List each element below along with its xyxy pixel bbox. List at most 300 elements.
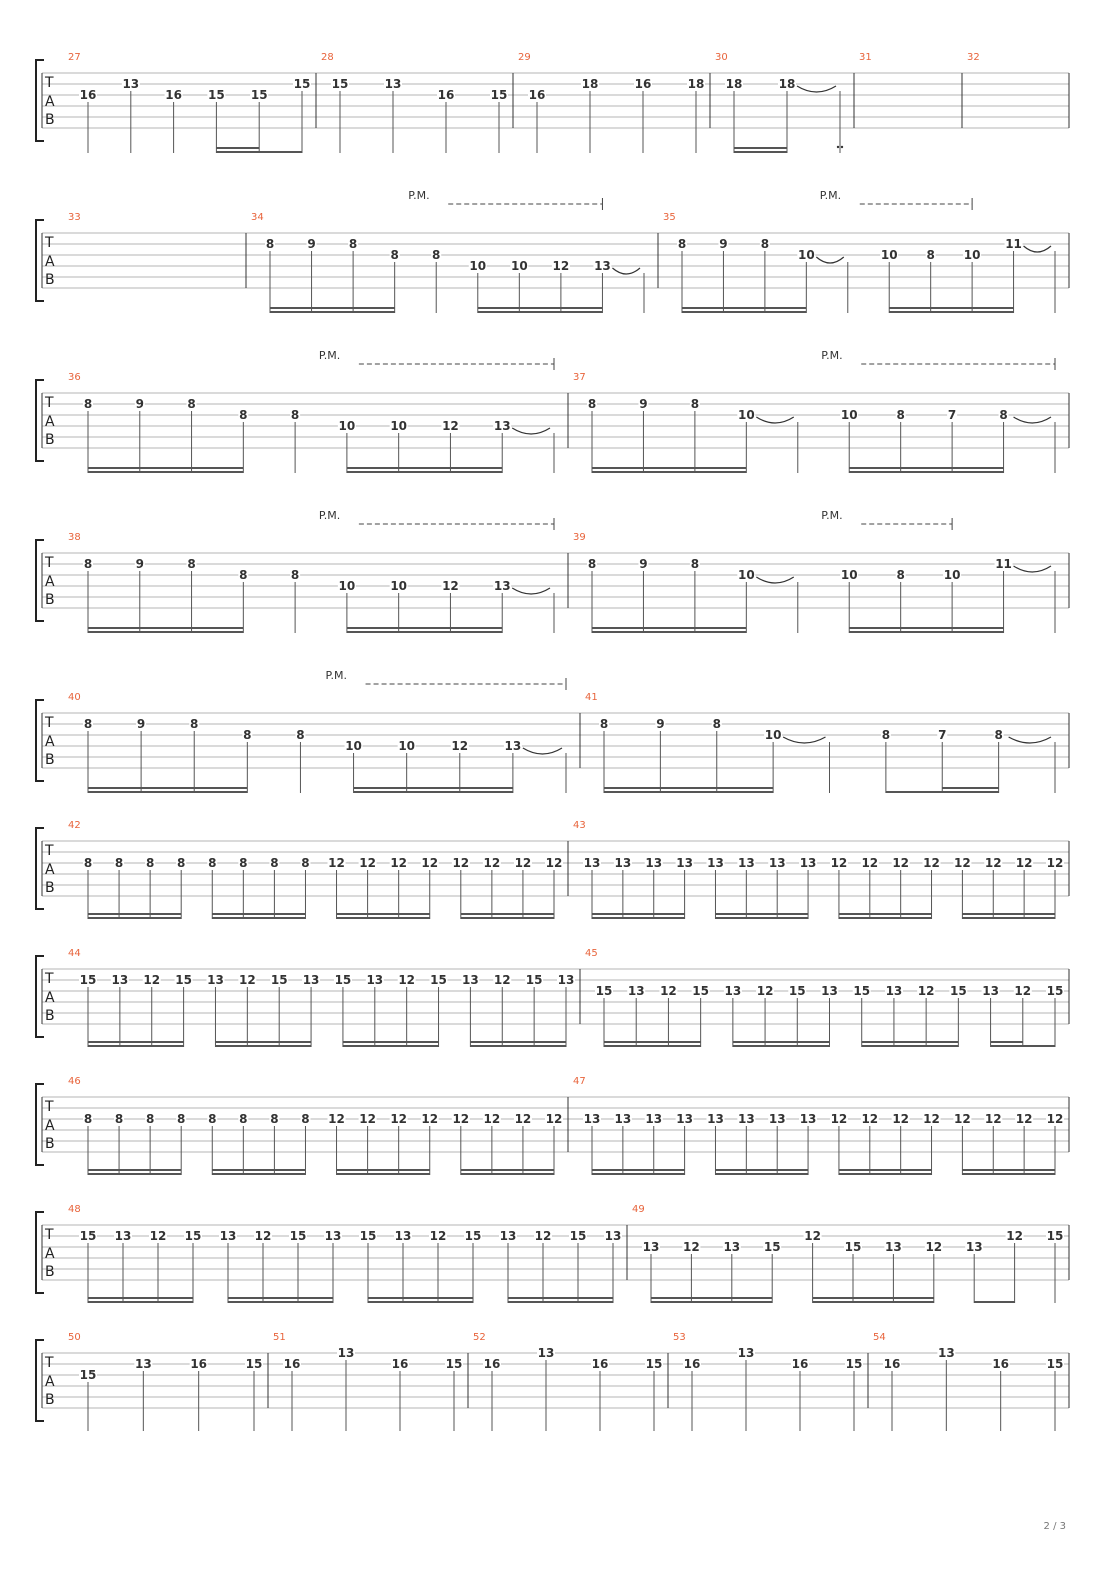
beam bbox=[849, 467, 1003, 469]
fret-number: 12 bbox=[1015, 856, 1033, 870]
beam bbox=[88, 1045, 184, 1047]
fret-number: 11 bbox=[995, 557, 1012, 571]
fret-number: 15 bbox=[464, 1229, 482, 1243]
fret-number: 15 bbox=[334, 973, 352, 987]
fret-number: 8 bbox=[83, 717, 93, 731]
fret-number: 12 bbox=[1006, 1229, 1023, 1243]
bar-number: 49 bbox=[632, 1204, 645, 1215]
fret-number: 8 bbox=[187, 397, 196, 411]
system-bracket bbox=[36, 1084, 44, 1165]
fret-number: 12 bbox=[493, 973, 511, 987]
tab-clef-b: B bbox=[45, 112, 55, 128]
fret-number: 8 bbox=[881, 728, 891, 742]
fret-number: 9 bbox=[639, 397, 648, 411]
fret-number: 13 bbox=[885, 1240, 902, 1254]
fret-number: 13 bbox=[676, 856, 693, 870]
fret-number: 8 bbox=[760, 237, 770, 251]
beam bbox=[839, 913, 932, 915]
fret-number: 15 bbox=[1046, 984, 1064, 998]
fret-number: 9 bbox=[639, 557, 648, 571]
rhythm-dot bbox=[837, 146, 839, 148]
fret-number: 13 bbox=[768, 1112, 786, 1126]
fret-number: 8 bbox=[896, 568, 905, 582]
bar-number: 52 bbox=[473, 1332, 486, 1343]
tie-arc bbox=[523, 748, 562, 754]
beam bbox=[461, 1173, 554, 1175]
beam bbox=[347, 627, 502, 629]
tab-clef-t: T bbox=[45, 1099, 54, 1115]
fret-number: 8 bbox=[83, 1112, 93, 1126]
fret-number: 15 bbox=[950, 984, 967, 998]
fret-number: 8 bbox=[390, 248, 399, 262]
fret-number: 9 bbox=[656, 717, 665, 731]
beam bbox=[212, 917, 305, 919]
fret-number: 10 bbox=[338, 579, 356, 593]
beam bbox=[592, 913, 685, 915]
beam bbox=[715, 913, 808, 915]
tab-clef-a: A bbox=[45, 734, 55, 750]
fret-number: 15 bbox=[645, 1357, 663, 1371]
beam bbox=[813, 1297, 934, 1299]
fret-number: 13 bbox=[724, 984, 742, 998]
fret-number: 12 bbox=[1015, 1112, 1033, 1126]
fret-number: 13 bbox=[557, 973, 575, 987]
beam bbox=[839, 917, 932, 919]
fret-number: 16 bbox=[483, 1357, 501, 1371]
fret-number: 15 bbox=[208, 88, 225, 102]
fret-number: 15 bbox=[525, 973, 543, 987]
fret-number: 12 bbox=[830, 1112, 848, 1126]
fret-number: 8 bbox=[177, 856, 186, 870]
fret-number: 13 bbox=[504, 739, 522, 753]
bar-number: 32 bbox=[967, 52, 980, 63]
beam bbox=[733, 1041, 830, 1043]
fret-number: 12 bbox=[545, 1112, 563, 1126]
fret-number: 10 bbox=[737, 408, 755, 422]
fret-number: 16 bbox=[391, 1357, 409, 1371]
fret-number: 10 bbox=[338, 419, 356, 433]
beam bbox=[88, 1173, 181, 1175]
beam bbox=[270, 307, 395, 309]
fret-number: 13 bbox=[493, 419, 511, 433]
tab-clef-b: B bbox=[45, 1264, 55, 1280]
fret-number: 13 bbox=[799, 856, 817, 870]
fret-number: 12 bbox=[1014, 984, 1032, 998]
palm-mute-label: P.M. bbox=[318, 349, 341, 362]
beam bbox=[228, 1301, 333, 1303]
palm-mute-label: P.M. bbox=[819, 189, 842, 202]
fret-number: 12 bbox=[514, 1112, 532, 1126]
fret-number: 13 bbox=[614, 856, 632, 870]
beam bbox=[88, 1169, 181, 1171]
beam bbox=[216, 147, 259, 149]
fret-number: 8 bbox=[301, 856, 310, 870]
beam bbox=[337, 913, 430, 915]
bar-number: 28 bbox=[321, 52, 334, 63]
fret-number: 8 bbox=[690, 557, 700, 571]
bar-number: 40 bbox=[68, 692, 81, 703]
fret-number: 12 bbox=[545, 856, 563, 870]
fret-number: 12 bbox=[830, 856, 848, 870]
fret-number: 8 bbox=[270, 856, 279, 870]
beam bbox=[592, 631, 746, 633]
beam bbox=[347, 467, 502, 469]
tab-clef-t: T bbox=[45, 75, 54, 91]
fret-number: 16 bbox=[683, 1357, 701, 1371]
beam bbox=[215, 1045, 311, 1047]
beam bbox=[682, 307, 806, 309]
fret-number: 15 bbox=[79, 973, 97, 987]
fret-number: 15 bbox=[331, 77, 349, 91]
fret-number: 9 bbox=[135, 557, 144, 571]
tab-clef-a: A bbox=[45, 862, 55, 878]
fret-number: 18 bbox=[581, 77, 599, 91]
fret-number: 8 bbox=[587, 397, 597, 411]
bar-number: 34 bbox=[251, 212, 264, 223]
fret-number: 12 bbox=[1046, 1112, 1064, 1126]
fret-number: 13 bbox=[614, 1112, 632, 1126]
fret-number: 10 bbox=[390, 579, 408, 593]
fret-number: 12 bbox=[984, 1112, 1002, 1126]
fret-number: 13 bbox=[707, 856, 724, 870]
beam bbox=[88, 1041, 184, 1043]
fret-number: 13 bbox=[384, 77, 402, 91]
fret-number: 12 bbox=[954, 856, 971, 870]
system-bracket bbox=[36, 1212, 44, 1293]
fret-number: 9 bbox=[307, 237, 316, 251]
fret-number: 12 bbox=[892, 856, 910, 870]
fret-number: 13 bbox=[493, 579, 511, 593]
fret-number: 12 bbox=[954, 1112, 971, 1126]
beam bbox=[733, 1045, 830, 1047]
beam bbox=[368, 1297, 473, 1299]
beam bbox=[88, 913, 181, 915]
fret-number: 8 bbox=[83, 397, 93, 411]
bar-number: 45 bbox=[585, 948, 598, 959]
beam bbox=[813, 1301, 934, 1303]
fret-number: 12 bbox=[390, 1112, 408, 1126]
fret-number: 8 bbox=[290, 408, 300, 422]
fret-number: 15 bbox=[844, 1240, 862, 1254]
fret-number: 12 bbox=[359, 1112, 376, 1126]
fret-number: 12 bbox=[917, 984, 935, 998]
fret-number: 8 bbox=[301, 1112, 310, 1126]
beam bbox=[604, 791, 773, 793]
beam bbox=[461, 1169, 554, 1171]
tie-arc bbox=[756, 577, 793, 583]
fret-number: 12 bbox=[683, 1240, 700, 1254]
beam bbox=[651, 1297, 772, 1299]
fret-number: 13 bbox=[645, 1112, 663, 1126]
fret-number: 15 bbox=[245, 1357, 263, 1371]
fret-number: 13 bbox=[394, 1229, 412, 1243]
beam bbox=[88, 787, 247, 789]
palm-mute-label: P.M. bbox=[408, 189, 430, 202]
fret-number: 13 bbox=[885, 984, 903, 998]
bar-number: 27 bbox=[68, 52, 81, 63]
fret-number: 13 bbox=[302, 973, 320, 987]
fret-number: 13 bbox=[707, 1112, 724, 1126]
fret-number: 12 bbox=[328, 1112, 345, 1126]
tab-clef-a: A bbox=[45, 1246, 55, 1262]
fret-number: 12 bbox=[552, 259, 570, 273]
fret-number: 12 bbox=[421, 856, 439, 870]
fret-number: 10 bbox=[963, 248, 981, 262]
tie-arc bbox=[1014, 566, 1051, 572]
fret-number: 12 bbox=[451, 739, 469, 753]
fret-number: 10 bbox=[880, 248, 898, 262]
fret-number: 13 bbox=[737, 856, 755, 870]
fret-number: 8 bbox=[270, 1112, 279, 1126]
beam bbox=[215, 1041, 311, 1043]
fret-number: 13 bbox=[821, 984, 838, 998]
fret-number: 8 bbox=[265, 237, 275, 251]
system-bracket bbox=[36, 60, 44, 141]
fret-number: 15 bbox=[270, 973, 288, 987]
fret-number: 12 bbox=[804, 1229, 821, 1243]
bar-number: 46 bbox=[68, 1076, 81, 1087]
fret-number: 18 bbox=[687, 77, 705, 91]
tab-clef-a: A bbox=[45, 1374, 55, 1390]
fret-number: 8 bbox=[239, 856, 248, 870]
fret-number: 13 bbox=[337, 1346, 355, 1360]
tab-clef-b: B bbox=[45, 592, 55, 608]
fret-number: 8 bbox=[587, 557, 597, 571]
fret-number: 13 bbox=[965, 1240, 983, 1254]
fret-number: 12 bbox=[756, 984, 774, 998]
fret-number: 13 bbox=[604, 1229, 622, 1243]
fret-number: 12 bbox=[861, 1112, 879, 1126]
fret-number: 15 bbox=[763, 1240, 781, 1254]
fret-number: 15 bbox=[569, 1229, 587, 1243]
beam bbox=[862, 1045, 959, 1047]
tab-clef-b: B bbox=[45, 1392, 55, 1408]
bar-number: 29 bbox=[518, 52, 531, 63]
beam bbox=[228, 1297, 333, 1299]
system-bracket bbox=[36, 956, 44, 1037]
fret-number: 8 bbox=[190, 717, 199, 731]
fret-number: 8 bbox=[599, 717, 609, 731]
bar-number: 44 bbox=[68, 948, 81, 959]
fret-number: 8 bbox=[243, 728, 252, 742]
fret-number: 12 bbox=[1046, 856, 1064, 870]
fret-number: 12 bbox=[483, 856, 501, 870]
fret-number: 9 bbox=[135, 397, 144, 411]
fret-number: 13 bbox=[642, 1240, 660, 1254]
bar-number: 43 bbox=[573, 820, 586, 831]
beam bbox=[592, 471, 746, 473]
tab-clef-a: A bbox=[45, 1118, 55, 1134]
fret-number: 15 bbox=[595, 984, 613, 998]
beam bbox=[88, 1297, 193, 1299]
fret-number: 12 bbox=[398, 973, 416, 987]
fret-number: 8 bbox=[290, 568, 300, 582]
fret-number: 15 bbox=[359, 1229, 377, 1243]
fret-number: 13 bbox=[627, 984, 645, 998]
fret-number: 16 bbox=[634, 77, 652, 91]
bar-number: 50 bbox=[68, 1332, 81, 1343]
fret-number: 12 bbox=[984, 856, 1002, 870]
beam bbox=[651, 1301, 772, 1303]
fret-number: 12 bbox=[452, 1112, 470, 1126]
fret-number: 8 bbox=[239, 1112, 248, 1126]
fret-number: 13 bbox=[122, 77, 140, 91]
beam bbox=[715, 917, 808, 919]
beam bbox=[734, 151, 787, 153]
tab-clef-t: T bbox=[45, 715, 54, 731]
beam bbox=[368, 1301, 473, 1303]
bar-number: 31 bbox=[859, 52, 872, 63]
fret-number: 12 bbox=[149, 1229, 167, 1243]
fret-number: 18 bbox=[778, 77, 796, 91]
fret-number: 13 bbox=[982, 984, 999, 998]
fret-number: 13 bbox=[324, 1229, 342, 1243]
rhythm-dot bbox=[841, 146, 843, 148]
fret-number: 15 bbox=[490, 88, 508, 102]
bar-number: 37 bbox=[573, 372, 586, 383]
system-bracket bbox=[36, 540, 44, 621]
fret-number: 13 bbox=[111, 973, 129, 987]
tab-clef-a: A bbox=[45, 94, 55, 110]
beam bbox=[337, 1173, 430, 1175]
fret-number: 12 bbox=[483, 1112, 501, 1126]
tie-arc bbox=[797, 86, 836, 92]
tab-clef-b: B bbox=[45, 880, 55, 896]
tie-arc bbox=[512, 428, 550, 434]
beam bbox=[212, 1169, 305, 1171]
fret-number: 12 bbox=[254, 1229, 272, 1243]
beam bbox=[216, 151, 302, 153]
bar-number: 53 bbox=[673, 1332, 686, 1343]
fret-number: 8 bbox=[999, 408, 1008, 422]
beam bbox=[88, 1301, 193, 1303]
fret-number: 16 bbox=[437, 88, 455, 102]
fret-number: 8 bbox=[145, 1112, 155, 1126]
fret-number: 10 bbox=[764, 728, 782, 742]
fret-number: 12 bbox=[390, 856, 408, 870]
tab-clef-t: T bbox=[45, 395, 54, 411]
fret-number: 15 bbox=[692, 984, 709, 998]
fret-number: 16 bbox=[528, 88, 546, 102]
system-bracket bbox=[36, 1340, 44, 1421]
fret-number: 8 bbox=[114, 1112, 124, 1126]
fret-number: 8 bbox=[208, 1112, 217, 1126]
beam bbox=[354, 791, 513, 793]
fret-number: 7 bbox=[947, 408, 957, 422]
fret-number: 13 bbox=[737, 1346, 755, 1360]
fret-number: 15 bbox=[175, 973, 192, 987]
system-bracket bbox=[36, 380, 44, 461]
beam bbox=[592, 1169, 685, 1171]
bar-number: 35 bbox=[663, 212, 676, 223]
fret-number: 12 bbox=[442, 419, 459, 433]
fret-number: 12 bbox=[923, 1112, 940, 1126]
fret-number: 15 bbox=[445, 1357, 463, 1371]
beam bbox=[88, 631, 243, 633]
fret-number: 12 bbox=[514, 856, 532, 870]
beam bbox=[478, 307, 603, 309]
fret-number: 8 bbox=[83, 557, 93, 571]
fret-number: 12 bbox=[861, 856, 879, 870]
fret-number: 15 bbox=[250, 88, 268, 102]
beam bbox=[991, 1045, 1055, 1047]
tab-clef-a: A bbox=[45, 254, 55, 270]
fret-number: 8 bbox=[208, 856, 217, 870]
bar-number: 47 bbox=[573, 1076, 586, 1087]
fret-number: 8 bbox=[432, 248, 441, 262]
page-indicator: 2 / 3 bbox=[1043, 1521, 1066, 1532]
beam bbox=[682, 311, 806, 313]
system-bracket bbox=[36, 700, 44, 781]
fret-number: 15 bbox=[79, 1368, 97, 1382]
beam bbox=[337, 917, 430, 919]
beam bbox=[270, 311, 395, 313]
fret-number: 13 bbox=[768, 856, 786, 870]
beam bbox=[354, 787, 513, 789]
fret-number: 13 bbox=[737, 1112, 755, 1126]
beam bbox=[470, 1041, 566, 1043]
fret-number: 10 bbox=[943, 568, 961, 582]
beam bbox=[592, 467, 746, 469]
fret-number: 12 bbox=[429, 1229, 447, 1243]
tie-arc bbox=[512, 588, 550, 594]
beam bbox=[849, 627, 1003, 629]
fret-number: 12 bbox=[452, 856, 470, 870]
fret-number: 10 bbox=[345, 739, 362, 753]
fret-number: 13 bbox=[723, 1240, 741, 1254]
beam bbox=[592, 917, 685, 919]
bar-number: 54 bbox=[873, 1332, 886, 1343]
system-bracket bbox=[36, 220, 44, 301]
tab-clef-t: T bbox=[45, 843, 54, 859]
beam bbox=[889, 311, 1013, 313]
beam bbox=[991, 1041, 1023, 1043]
fret-number: 12 bbox=[421, 1112, 439, 1126]
tie-arc bbox=[1009, 737, 1051, 743]
fret-number: 10 bbox=[390, 419, 408, 433]
fret-number: 15 bbox=[184, 1229, 202, 1243]
beam bbox=[962, 1169, 1055, 1171]
tab-clef-b: B bbox=[45, 272, 55, 288]
bar-number: 30 bbox=[715, 52, 728, 63]
beam bbox=[604, 1045, 701, 1047]
beam bbox=[974, 1301, 1014, 1303]
beam bbox=[849, 471, 1003, 473]
fret-number: 8 bbox=[145, 856, 155, 870]
fret-number: 15 bbox=[1046, 1229, 1064, 1243]
fret-number: 15 bbox=[289, 1229, 307, 1243]
beam bbox=[343, 1045, 439, 1047]
fret-number: 10 bbox=[510, 259, 528, 273]
fret-number: 13 bbox=[114, 1229, 132, 1243]
fret-number: 15 bbox=[845, 1357, 863, 1371]
beam bbox=[715, 1173, 808, 1175]
fret-number: 8 bbox=[690, 397, 700, 411]
fret-number: 12 bbox=[359, 856, 376, 870]
fret-number: 11 bbox=[1005, 237, 1022, 251]
beam bbox=[734, 147, 787, 149]
beam bbox=[88, 467, 243, 469]
bar-number: 42 bbox=[68, 820, 81, 831]
beam bbox=[88, 791, 247, 793]
beam bbox=[461, 917, 554, 919]
fret-number: 8 bbox=[296, 728, 305, 742]
beam bbox=[347, 631, 502, 633]
fret-number: 13 bbox=[799, 1112, 817, 1126]
bar-number: 51 bbox=[273, 1332, 286, 1343]
fret-number: 13 bbox=[594, 259, 611, 273]
fret-number: 13 bbox=[676, 1112, 693, 1126]
